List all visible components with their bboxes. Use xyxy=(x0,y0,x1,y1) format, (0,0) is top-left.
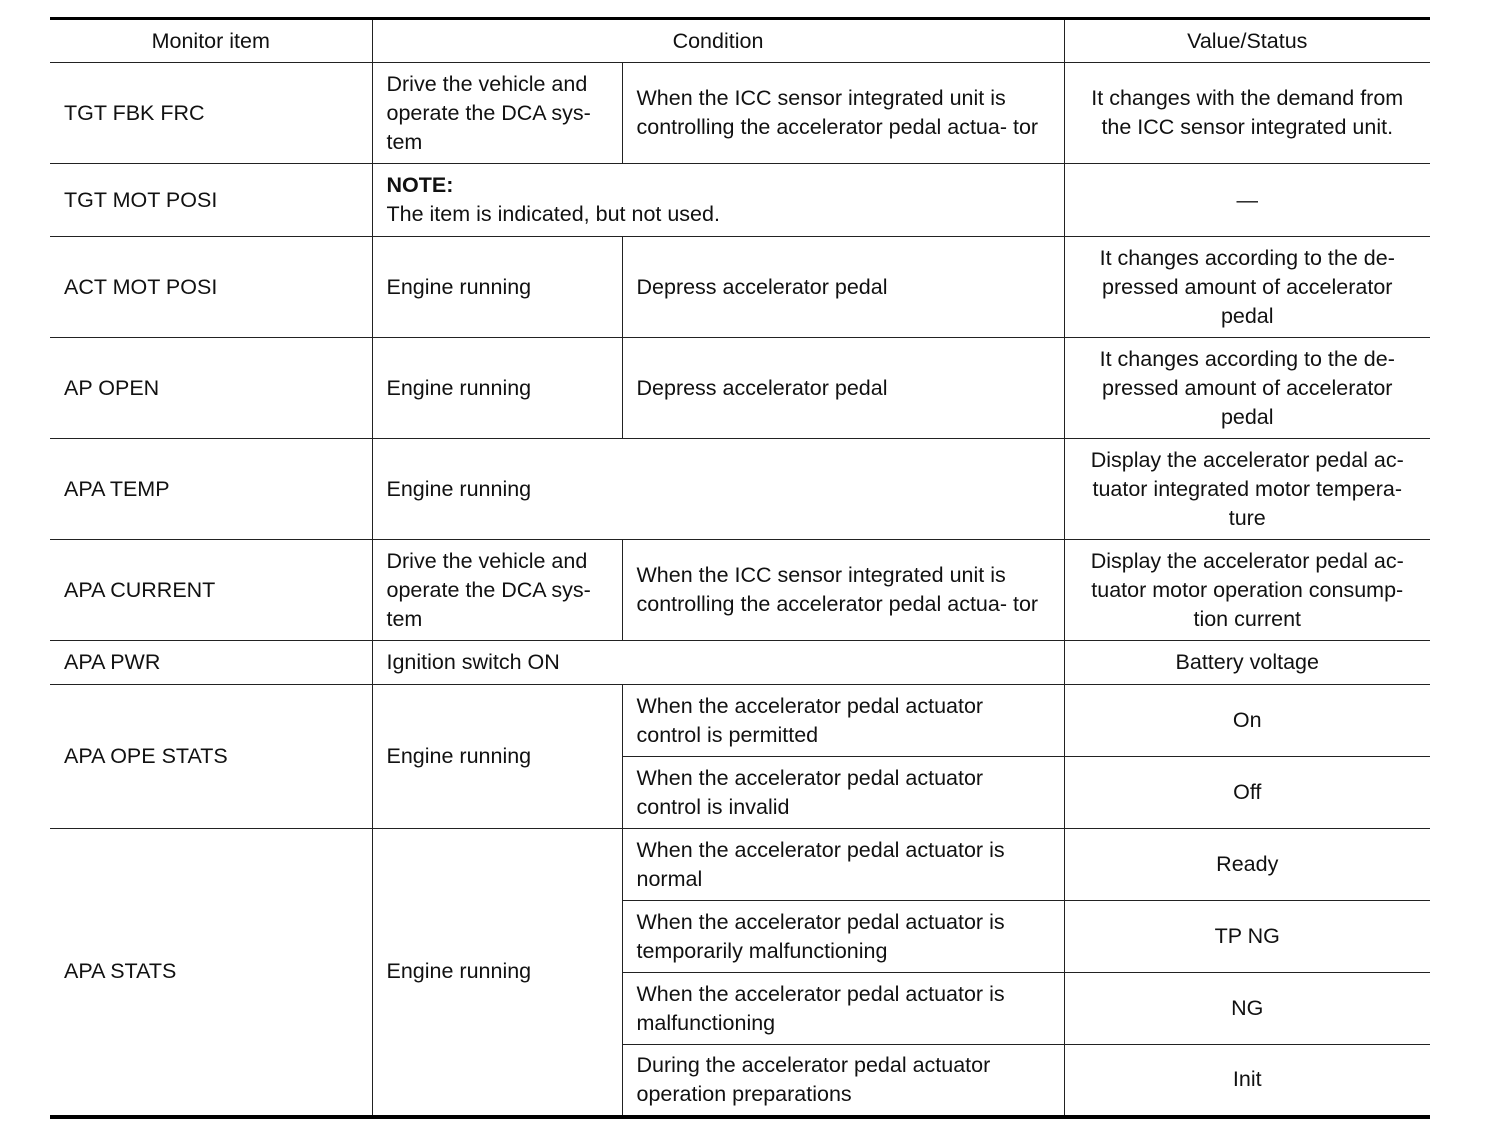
note-label: NOTE: xyxy=(386,173,454,197)
monitor-item: APA CURRENT xyxy=(50,540,372,641)
condition-secondary: When the accelerator pedal actuator control is invalid xyxy=(622,757,1064,829)
condition-secondary: When the accelerator pedal actuator is temporarily malfunctioning xyxy=(622,901,1064,973)
condition-secondary: When the ICC sensor integrated unit is controlling the accelerator pedal actua- tor xyxy=(622,540,1064,641)
value-status: Display the accelerator pedal ac- tuator integrated motor tempera- ture xyxy=(1064,439,1430,540)
monitor-item: APA STATS xyxy=(50,829,372,1117)
header-row xyxy=(50,19,1430,63)
monitor-item: ACT MOT POSI xyxy=(50,237,372,338)
condition-primary: Drive the vehicle and operate the DCA sys- tem xyxy=(372,63,622,164)
value-status: NG xyxy=(1064,973,1430,1045)
monitor-item: APA PWR xyxy=(50,641,372,685)
monitor-item: TGT FBK FRC xyxy=(50,63,372,164)
table-row xyxy=(50,641,1430,685)
value-status: It changes according to the de- pressed amount of accelerator pedal xyxy=(1064,237,1430,338)
value-status: — xyxy=(1064,164,1430,237)
condition-note xyxy=(372,164,1064,237)
condition-secondary: When the accelerator pedal actuator control is permitted xyxy=(622,685,1064,757)
table-row xyxy=(50,63,1430,164)
condition-primary: Drive the vehicle and operate the DCA sys- tem xyxy=(372,540,622,641)
condition-secondary: When the ICC sensor integrated unit is controlling the accelerator pedal actua- tor xyxy=(622,63,1064,164)
table-row xyxy=(50,540,1430,641)
value-status: It changes with the demand from the ICC sensor integrated unit. xyxy=(1064,63,1430,164)
condition-primary: Engine running xyxy=(372,685,622,829)
table-row xyxy=(50,164,1430,237)
condition: Engine running xyxy=(372,439,1064,540)
condition-secondary: Depress accelerator pedal xyxy=(622,338,1064,439)
condition-primary: Engine running xyxy=(372,338,622,439)
condition-secondary: During the accelerator pedal actuator operation preparations xyxy=(622,1045,1064,1117)
header-monitor-item: Monitor item xyxy=(50,19,372,63)
table-row xyxy=(50,338,1430,439)
value-status: On xyxy=(1064,685,1430,757)
value-status: Off xyxy=(1064,757,1430,829)
table-row xyxy=(50,237,1430,338)
monitor-table xyxy=(50,17,1430,1119)
header-condition: Condition xyxy=(372,19,1064,63)
condition: Ignition switch ON xyxy=(372,641,1064,685)
table-row xyxy=(50,829,1430,901)
monitor-item: TGT MOT POSI xyxy=(50,164,372,237)
monitor-item: APA OPE STATS xyxy=(50,685,372,829)
condition-secondary: Depress accelerator pedal xyxy=(622,237,1064,338)
header-value-status: Value/Status xyxy=(1064,19,1430,63)
value-status: It changes according to the de- pressed amount of accelerator pedal xyxy=(1064,338,1430,439)
monitor-item: APA TEMP xyxy=(50,439,372,540)
value-status: Ready xyxy=(1064,829,1430,901)
table-row xyxy=(50,439,1430,540)
condition-secondary: When the accelerator pedal actuator is normal xyxy=(622,829,1064,901)
condition-secondary: When the accelerator pedal actuator is malfunctioning xyxy=(622,973,1064,1045)
monitor-item: AP OPEN xyxy=(50,338,372,439)
value-status: Battery voltage xyxy=(1064,641,1430,685)
value-status: Init xyxy=(1064,1045,1430,1117)
note-text: The item is indicated, but not used. xyxy=(386,202,720,226)
table-row xyxy=(50,685,1430,757)
condition-primary: Engine running xyxy=(372,237,622,338)
value-status: Display the accelerator pedal ac- tuator motor operation consump- tion current xyxy=(1064,540,1430,641)
condition-primary: Engine running xyxy=(372,829,622,1117)
value-status: TP NG xyxy=(1064,901,1430,973)
